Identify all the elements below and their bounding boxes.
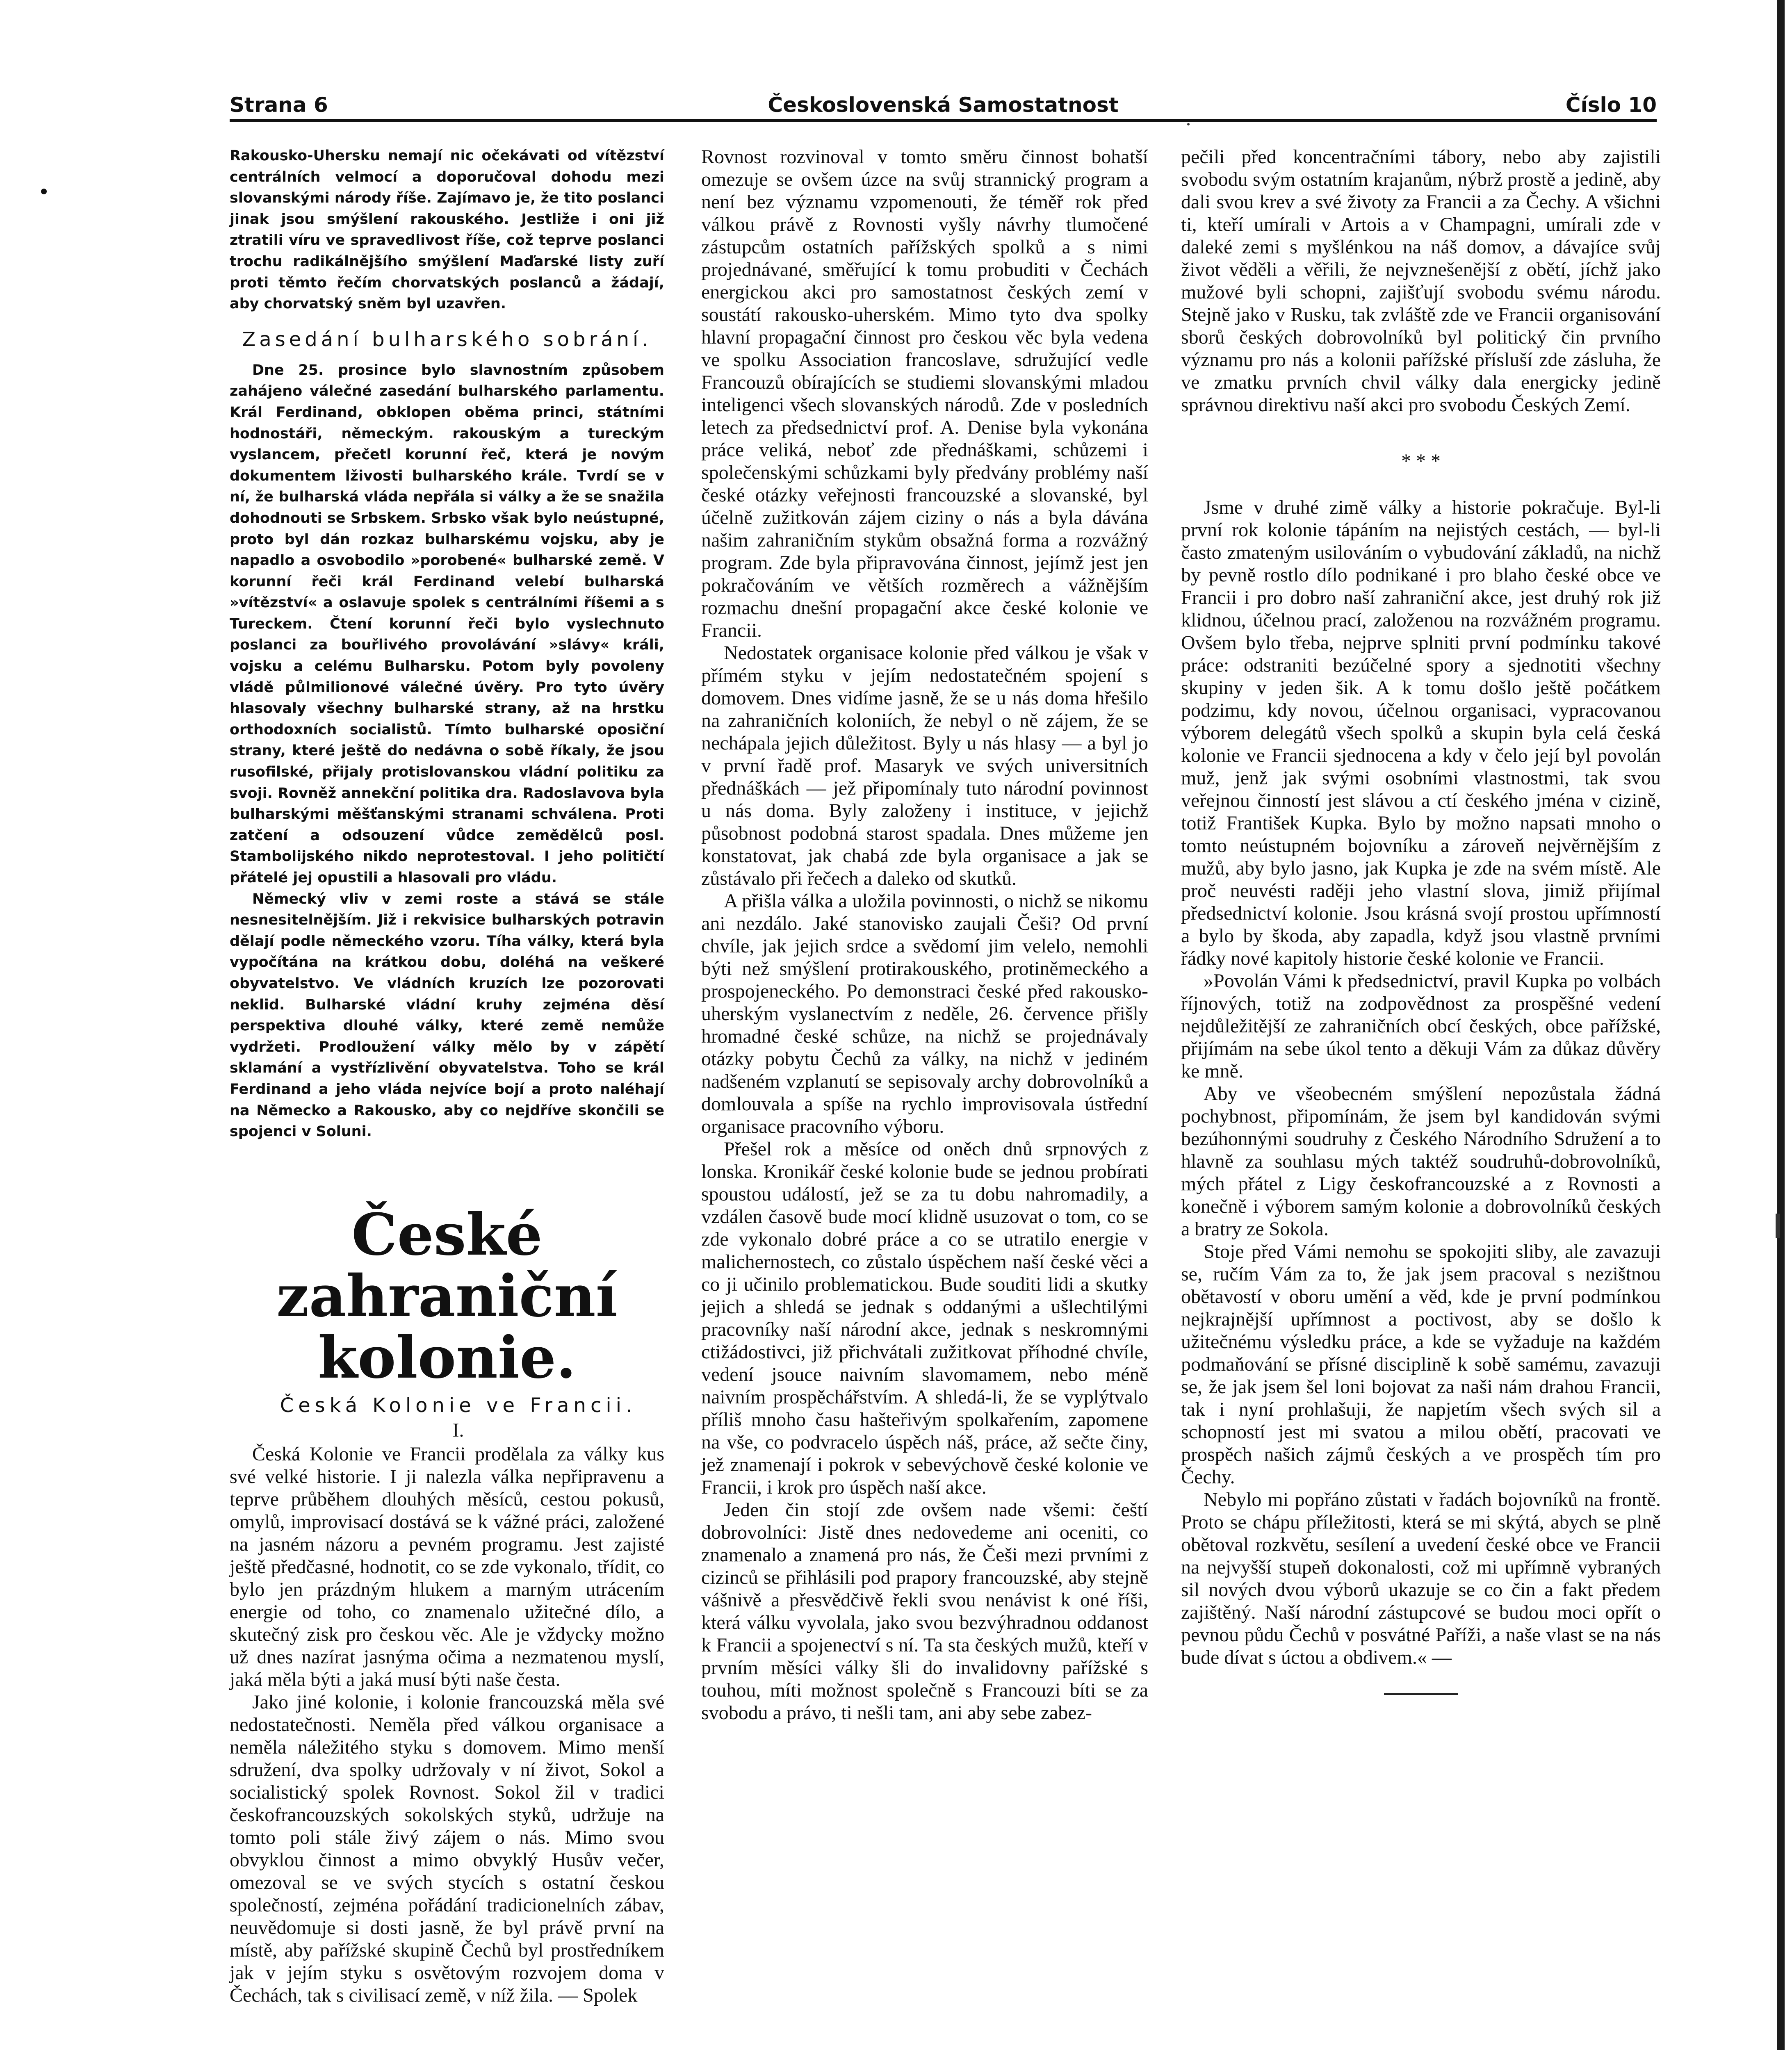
- column-3: [1181, 146, 1661, 1695]
- column-1: [230, 146, 664, 2007]
- article-title: České zahraniční kolonie.: [276, 1201, 618, 1392]
- article-paragraph: Jsme v druhé zimě války a historie pokračuje. Byl-li první rok kolonie tápáním na nejistých cestách, — byl-li často zmateným usilováním o vybudování základů, na nichž by pevně rostlo dílo podnikané i pro blaho české obce ve Francii i pro dobro naší zahraniční akce, jest druhý rok již klidnou, účelnou prací, založenou na rozvážném programu. Ovšem bylo třeba, nejprve splniti první podmínku takové práce: odstraniti bezúčelné spory a sjednotiti všechny skupiny v jeden šik. A k tomu došlo ještě počátkem podzimu, kdy novou, účelnou organisaci, vypracovanou výborem delegátů všech spolků a skupin byla celá česká kolonie ve Francii sjednocena a kdy v čelo její byl povolán muž, jenž jak svými osobními vlastnostmi, tak svou veřejnou činností jest slávou a ctí českého jména v cizině, totiž František Kupka. Bylo by možno napsati mnoho o tomto neústupném bojovníku a zároveň nejvěrnějším z mužů, aby bylo jasno, jak Kupka je zde na svém místě. Ale proč neuvésti raději jeho vlastní slova, jimiž přijímal předsednictví kolonie. Jsou krásná svojí prostou upřímností a bylo by škoda, aby zapadla, když jsou vlastně prvními řádky nové kapitoly historie české kolonie ve Francii.: [1181, 497, 1661, 969]
- article-paragraph: Jeden čin stojí zde ovšem nade všemi: čeští dobrovolníci: Jistě dnes nedovedeme ani oceniti, co znamenalo a znamená pro nás, že Češi mezi prvními z cizinců se přihlásili pod prapory francouzské, aby stejně vášnivě a přesvědčivě řekli svou nenávist k oné říši, která válku vyvolala, jako svou bezvýhradnou oddanost k Francii a spojenectví s ní. Ta sta českých mužů, kteří v prvním měsíci války šli do invalidovny pařížské s touhou, míti možnost společně s Francouzi bíti se za svobodu a právo, ti nešli tam, ani aby sebe zabez-: [701, 1499, 1148, 1724]
- section-divider-stars: * * *: [1401, 450, 1441, 472]
- article-paragraph: Jako jiné kolonie, i kolonie francouzská měla své nedostatečnosti. Neměla před válkou organisace a neměla náležitého styku s domovem. Mimo menší sdružení, dva spolky udržovaly v ní život, Sokol a socialistický spolek Rovnost. Sokol žil v tradici českofrancouzských sokolských styků, udržuje na tomto poli stále živý zájem o nás. Mimo svou obvyklou činnost a mimo obvyklý Husův večer, omezoval se ve svých stycích s ostatní českou společností, zejména pořádání tradicionelních zábav, neuvědomuje si dosti jasně, že byl právě první na místě, aby pařížské skupině Čechů byl prostředníkem jak v jejím styku s osvětovým rozvojem doma v Čechách, tak s civilisací země, v níž žila. — Spolek: [230, 1691, 664, 2006]
- article-end-rule: [1384, 1693, 1458, 1695]
- scan-edge: [1777, 0, 1785, 2050]
- article-paragraph: »Povolán Vámi k předsednictví, pravil Kupka po volbách říjnových, totiž na zodpovědnost za prospěšné vedení nejdůležitější ze zahraničních obcí českých, obce pařížské, přijímám na sebe úkol tento a děkuji Vám za důkaz důvěry ke mně.: [1181, 970, 1661, 1082]
- article-paragraph: Nedostatek organisace kolonie před válkou je však v přímém styku v jejím nedostatečném spojení s domovem. Dnes vidíme jasně, že se u nás doma hřešilo na zahraničních koloniích, že nebyl o ně zájem, že se nechápala jejich důležitost. Byly u nás hlasy — a byl jo v první řadě prof. Masaryk ve svých universitních přednáškách — jež připomínaly tuto národní povinnost u nás doma. Byly založeny i instituce, v jejichž působnost podobná starost spadala. Dnes můžeme jen konstatovat, jak chabá zde byla organisace a jak se zůstávalo při řečech a daleko od skutků.: [701, 642, 1148, 889]
- article-paragraph: Česká Kolonie ve Francii prodělala za války kus své velké historie. I ji nalezla válka nepřipravenu a teprve průběhem dlouhých měsíců, cestou pokusů, omylů, improvisací dostává se k vážné práci, založené na jasném názoru a pevném programu. Jest zajisté ještě předčasné, hodnotit, co se zde vykonalo, třídit, co bylo jen prázdným hlukem a marným utrácením energie od toho, co znamenalo užitečné dílo, a skutečný zisk pro českou věc. Ale je vždycky možno už dnes nazírat jasnýma očima a nezmatenou myslí, jaká měla býti a jaká musí býti naše česta.: [230, 1443, 664, 1690]
- news-paragraph: Dne 25. prosince bylo slavnostním způsobem zahájeno válečné zasedání bulharského parlamentu. Král Ferdinand, obklopen oběma princi, státními hodnostáři, německým. rakouským a tureckým vyslancem, přečetl korunní řeč, která je novým dokumentem lživosti bulharského krále. Tvrdí se v ní, že bulharská vláda nepřála si války a že se snažila dohodnouti se Srbskem. Srbsko však bylo neústupné, proto byl dán rozkaz bulharskému vojsku, aby je napadlo a osvobodilo »porobené« bulharské země. V korunní řeči král Ferdinand velebí bulharská »vítězství« a oslavuje spolek s centrálními říšemi a s Tureckem. Čtení korunní řeči bylo vyslechnuto poslanci za bouřlivého provolávání »slávy« králi, vojsku a celému Bulharsku. Potom byly povoleny vládě půlmilionové válečné úvěry. Pro tyto úvěry hlasovaly všechny bulharské strany, až na hrstku orthodoxních socialistů. Tímto bulharské oposiční strany, které ještě do nedávna o sobě říkaly, že jsou rusofilské, přijaly protislovanskou vládní politiku za svoji. Rovněž annekční politika dra. Radoslavova byla bulharskými měšťanskými stranami schválena. Proti zatčení a odsouzení vůdce zemědělců posl. Stambolijského nikdo neprotestoval. I jeho političtí přátelé jej opustili a hlasovali pro vládu.: [230, 362, 664, 886]
- page-number: Strana 6: [230, 93, 328, 117]
- article-paragraph: Aby ve všeobecném smýšlení nepozůstala žádná pochybnost, připomínám, že jsem byl kandidován svými bezúhonnými soudruhy z Českého Národního Sdružení a to hlavně za souhlasu mých taktéž soudruhů-dobrovolníků, mých přátel z Ligy českofrancouzské a z Rovnosti a konečně i výborem samým kolonie a dobrovolníků českých a bratry ze Sokola.: [1181, 1083, 1661, 1240]
- article-paragraph: Rovnost rozvinoval v tomto směru činnost bohatší omezuje se ovšem úzce na svůj strannický program a není bez významu vzpomenouti, že téměř rok před válkou právě z Rovnosti vyšly návrhy tlumočené zástupcům ostatních pařížských spolků a s nimi projednávané, směřující k tomu probuditi v Čechách energickou akci pro samostatnost českých zemí v soustátí rakousko-uherském. Mimo tyto dva spolky hlavní propagační činnost pro českou věc byla vedena ve spolku Association francoslave, sdružující vedle Francouzů obírajících se studiemi slovanskými mladou inteligenci všech slovanských národů. Zde v posledních letech za předsednictví prof. A. Denise byla vykonána práce veliká, neboť zde přednáškami, schůzemi i společenskými schůzkami byly předvány problémy naší české otázky veřejnosti francouzské a slovanské, byl účelně zužitkován zájem ciziny o nás a byla dávána našim zahraničním stykům obsažná forma a rozvážný program. Zde byla připravována činnost, jejímž jest jen pokračováním ve větších rozměrech a vážnějším rozmachu dnešní propagační akce české kolonie ve Francii.: [701, 146, 1148, 641]
- news-paragraph: Rakousko-Uhersku nemají nic očekávati od vítězství centrálních velmocí a doporučoval dohodu mezi slovanskými národy říše. Zajímavo je, že tito poslanci jinak jsou smýšlení rakouského. Jestliže i oni již ztratili víru ve spravedlivost říše, což teprve poslanci trochu radikálnějšího smýšlení Maďarské listy zuří proti těmto řečím chorvatských poslanců a žádají, aby chorvatský sněm byl uzavřen.: [230, 148, 664, 312]
- news-paragraph: Německý vliv v zemi roste a stává se stále nesnesitelnějším. Již i rekvisice bulharských potravin dělají podle německého vzoru. Tíha války, která byla vypočítána na krátkou dobu, doléhá na veškeré obyvatelstvo. Ve vládních kruzích lze pozorovati neklid. Bulharské vládní kruhy zejména děsí perspektiva dlouhé války, které země nemůže vydržeti. Prodloužení války mělo by v zápětí sklamání a vystřízlivění obyvatelstva. Toho se král Ferdinand a jeho vláda nejvíce bojí a proto naléhají na Německo a Rakousko, aby co nejdříve skončili se spojenci v Soluni.: [230, 891, 664, 1140]
- article-subtitle: Česká Kolonie ve Francii.: [280, 1394, 637, 1417]
- ink-speck: [41, 189, 47, 194]
- article-paragraph: Nebylo mi popřáno zůstati v řadách bojovníků na frontě. Proto se chápu příležitosti, která se mi skýtá, abych se plně obětoval rozkvětu, sesílení a uvedení české obce ve Francii na nejvyšší stupeň dokonalosti, což mi upřímně vybraných sil nových dvou výborů ukazuje se co čin a fakt předem zajištěný. Naší národní zástupcové se budou moci opřít o pevnou půdu Čechů v posvátné Paříži, a naše vlast se na nás bude dívat s úctou a obdivem.« —: [1181, 1489, 1661, 1668]
- issue-number: Číslo 10: [1565, 93, 1657, 117]
- header-tick: [1187, 123, 1190, 125]
- article-paragraph: Stoje před Vámi nemohu se spokojiti sliby, ale zavazuji se, ručím Vám za to, že jak jsem pracoval s nezištnou obětavostí v oboru umění a věd, kde je první podmínkou nejkrajnější upřímnost a poctivost, aby se došlo k užitečnému výsledku práce, a kde se vyžaduje na každém podmaňování se přísné disciplině k sobě samému, zavazuji se, že jak jsem šel loni bojovat za naši nám drahou Francii, tak i nyní prohlašuji, že napjetím všech svých sil a schopností jest mi svatou a milou obětí, pracovati ve prospěch našich zájmů českých a ve prospěch tím pro Čechy.: [1181, 1241, 1661, 1488]
- article-paragraph: pečili před koncentračními tábory, nebo aby zajistili svobodu svým ostatním krajanům, nýbrž prostě a jedině, aby dali svou krev a své životy za Francii a za Čechy. A všichni ti, kteří umírali v Artois a v Champagni, umírali zde v daleké zemi s myšlénkou na náš domov, a dávajíce svůj život věděli a věřili, že nejvznešenější z obětí, jíchž jako mužové byli schopni, zajišťují svobodu svému národu. Stejně jako v Rusku, tak zvláště zde ve Francii organisování sborů českých dobrovolníků byl politický čin prvního významu pro nás a kolonii pařížské přísluší zde zásluha, že ve zmatku prvních chvil války dala energicky jedině správnou direktivu naší akci pro svobodu Českých Zemí.: [1181, 146, 1661, 416]
- section-heading: Zasedání bulharského sobrání.: [242, 328, 652, 351]
- header-rule: [230, 119, 1657, 122]
- column-2: [701, 146, 1148, 1724]
- page-header: [230, 88, 1657, 121]
- article-part-number: I.: [452, 1419, 464, 1441]
- article-paragraph: A přišla válka a uložila povinnosti, o nichž se nikomu ani nezdálo. Jaké stanovisko zaujali Češi? Od první chvíle, jak jejich srdce a svědomí jim velelo, nemohli býti než smýšlení protirakouského, protiněmeckého a prospojeneckého. Po demonstraci české před rakousko-uherským vyslanectvím z neděle, 26. července přišly hromadné české schůze, na nichž se projednávaly otázky pobytu Čechů za války, na nichž v jediném nadšeném vzplanutí se sepisovaly archy dobrovolníků a domlouvala a spíše na rychlo improvisovala ústřední organisace pracovního výboru.: [701, 890, 1148, 1137]
- margin-mark: [1776, 1214, 1780, 1238]
- newspaper-title: Československá Samostatnost: [768, 93, 1119, 117]
- article-paragraph: Přešel rok a měsíce od oněch dnů srpnových z lonska. Kronikář české kolonie bude se jednou probírati spoustou událostí, jež se za tu dobu nahromadily, a vzdálen časově bude mocí klidně usuzovat o tom, co se zde vykonalo dobré práce a co se utratilo energie v malichernostech, co zůstalo úspěchem naší české věci a co ji učinilo problematickou. Bude souditi lidi a skutky jejich a shledá se jednak s oddanými a ušlechtilými pracovníky naší národní akce, jednak s neskromnými ctižádostivci, již přichvátali zužitkovat příhodné chvíle, vedení jsouce naivním slavomamem, nebo méně naivním prospěchářstvím. A shledá-li, že se vyplýtvalo příliš mnoho času hašteřivým spolkařením, zapomene na vše, co podvracelo úspěch náš, práce, až sečte činy, jež znamenají i pokrok v sebevýchově české kolonie ve Francii, i krok pro úspěch naší akce.: [701, 1138, 1148, 1498]
